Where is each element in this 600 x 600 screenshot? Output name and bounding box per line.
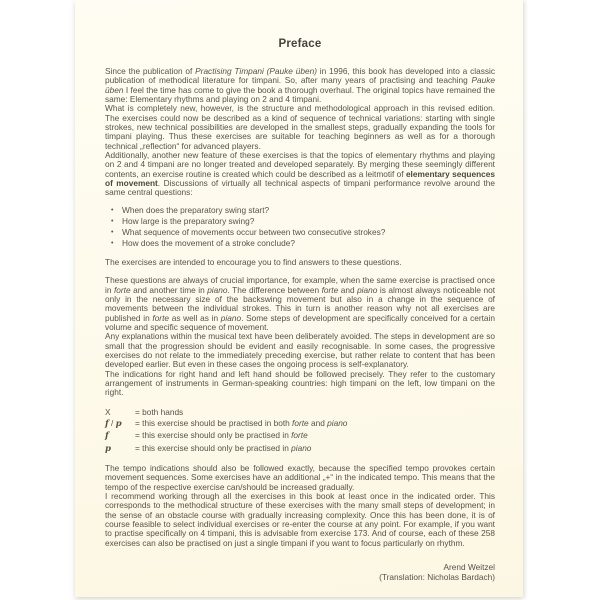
- central-questions-list: [111, 205, 495, 249]
- paragraph-hand-indications: The indications for right hand and left hand should be followed precisely. They refer to the customary arrangement of instruments in German-speaking countries: high timpani on the left, low timpani on the right.: [105, 368, 495, 398]
- legend-symbol: f: [105, 431, 109, 442]
- paragraph-no-explanations: Any explanations within the musical text have been deliberately avoided. The steps in development are so small that the progression should be evident and easily recognisable. In some cases, the progressive exercises do not relate to the immediately preceding exercise, but rather relate to content that has been developed earlier. But even in these cases the ongoing process is self-explanatory.: [105, 331, 495, 370]
- book-page: [75, 0, 523, 597]
- signature-block: [105, 562, 495, 582]
- paragraph-exercises-purpose: The exercises are intended to encourage you to find answers to these questions.: [105, 256, 402, 267]
- paragraph-tempo-indications: The tempo indications should also be followed exactly, because the specified tempo provokes certain movement sequences. Some exercises have an additional „+“ in the indicated tempo. This means that the tempo of the respective exercise can/should be increased gradually.: [105, 462, 495, 492]
- bullet-icon: •: [111, 228, 114, 236]
- legend-definition: = this exercise should be practised in both forte and piano: [135, 417, 348, 428]
- legend-symbol: X: [105, 406, 111, 417]
- paragraph-publication-history: Since the publication of Practising Timpani (Pauke üben) in 1996, this book has developed into a classic publication of methodical literature for timpani. So, after many years of practising and teaching Pauke üben I feel the time has come to give the book a thorough overhaul. The original topics have remained the same: Elementary rhythms and playing on 2 and 4 timpani.: [105, 66, 495, 105]
- list-item: [111, 227, 495, 238]
- bullet-icon: •: [111, 239, 114, 247]
- page-title: Preface: [278, 38, 322, 50]
- paragraph-new-structure: What is completely new, however, is the structure and methodological approach in this revised edition. The exercises could now be described as a kind of sequence of technical variations: starting with single strokes, new technical possibilities are developed in the smallest steps, gradually expanding the tools for timpani playing. Thus these exercises are suitable for teaching beginners as well as for a thorough technical „reflection“ for advanced players.: [105, 103, 495, 151]
- list-item: [111, 216, 495, 227]
- question-text: How large is the preparatory swing?: [122, 215, 255, 226]
- legend-symbol: f / p: [105, 417, 122, 429]
- legend-symbol: p: [105, 443, 112, 454]
- legend-row-forte-piano: [105, 418, 495, 430]
- question-text: What sequence of movements occur between two consecutive strokes?: [122, 226, 386, 237]
- bullet-icon: •: [111, 206, 114, 214]
- legend-row-forte: [105, 430, 495, 442]
- list-item: [111, 238, 495, 249]
- bullet-icon: •: [111, 217, 114, 225]
- paragraph-merged-topics: Additionally, another new feature of these exercises is that the topics of elementary rhythms and playing on 2 and 4 timpani are no longer treated and developed separately. By merging these seemingly different contents, an exercise routine is created which could be described as a leitmotif of elementary sequences of movement. Discussions of virtually all technical aspects of timpani performance revolve around the same central questions:: [105, 150, 495, 198]
- question-text: How does the movement of a stroke conclude?: [122, 237, 295, 248]
- author-name: Arend Weitzel: [443, 561, 495, 572]
- legend-definition: = this exercise should only be practised in piano: [135, 442, 312, 453]
- legend-definition: = this exercise should only be practised in forte: [135, 430, 308, 441]
- list-item: [111, 205, 495, 216]
- legend-definition: = both hands: [135, 406, 184, 417]
- paragraph-forte-piano: These questions are always of crucial importance, for example, when the same exercise is practised once in forte and another time in piano. The difference between forte and piano is almost always noticeable not only in the necessary size of the backswing movement but also in a change in the sequence of movements between the individual strokes. This in turn is another reason why not all exercises are published in forte as well as in piano. Some steps of development are specifically conceived for a certain volume and specific sequence of movement.: [105, 275, 496, 332]
- paragraph-recommendation: I recommend working through all the exercises in this book at least once in the indicated order. This corresponds to the methodical structure of these exercises with the many small steps of development; in the sense of an obstacle course with gradually increasing complexity. Once this has been done, it is of course feasible to select individual exercises or re-enter the course at any point. For example, if you want to practise specifically on 4 timpani, this is advisable from exercise 173. And of course, each of these 258 exercises can also be practised on just a single timpani if you want to focus particularly on rhythm.: [105, 490, 495, 548]
- legend-row-both-hands: [105, 407, 495, 418]
- legend-row-piano: [105, 443, 495, 455]
- question-text: When does the preparatory swing start?: [122, 204, 270, 215]
- notation-legend: [105, 407, 495, 455]
- translator-credit: (Translation: Nicholas Bardach): [379, 571, 495, 582]
